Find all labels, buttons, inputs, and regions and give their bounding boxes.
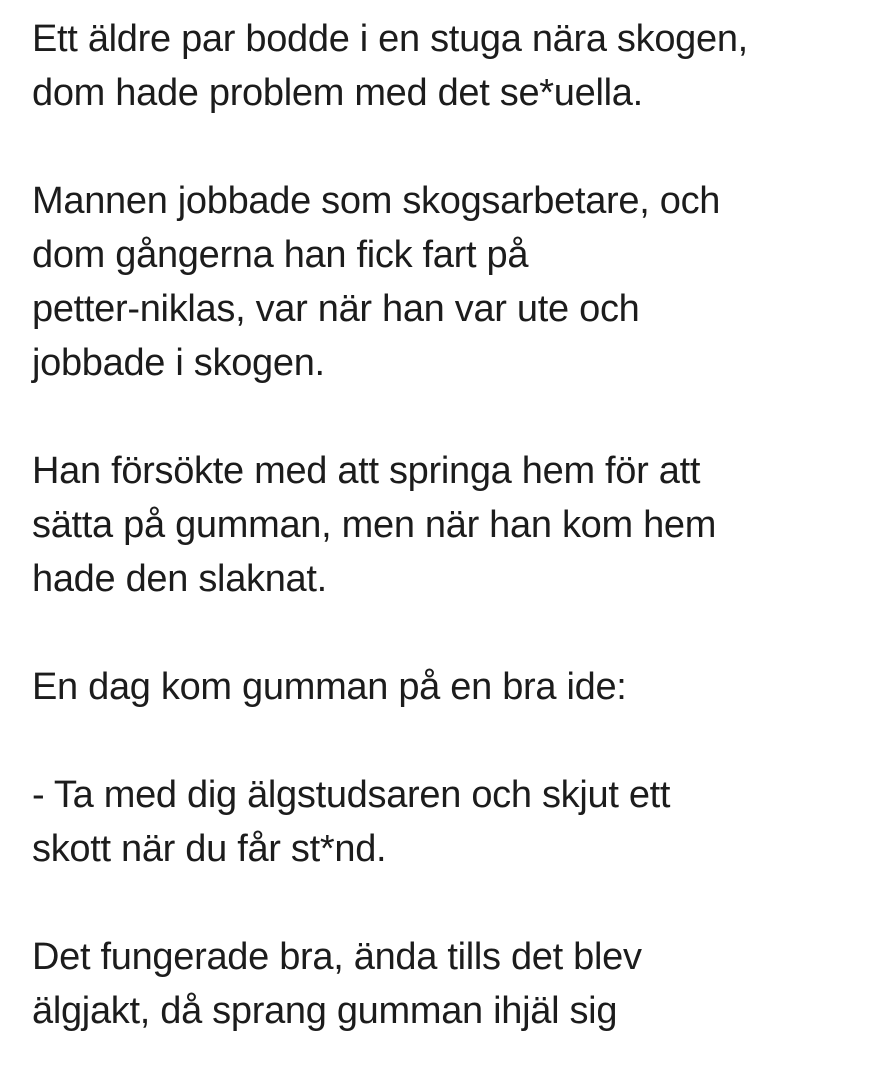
paragraph-6 [32, 930, 862, 1038]
text-line: Mannen jobbade som skogsarbetare, och [32, 180, 721, 222]
text-line: dom hade problem med det se*uella. [32, 72, 643, 114]
text-line: dom gångerna han fick fart på [32, 234, 529, 276]
text-line: petter-niklas, var när han var ute och [32, 288, 640, 330]
post-text-body [32, 12, 862, 1092]
text-line: skott när du får st*nd. [32, 828, 387, 870]
paragraph-3 [32, 444, 862, 606]
text-line: sätta på gumman, men när han kom hem [32, 504, 717, 546]
text-line: En dag kom gumman på en bra ide: [32, 666, 627, 708]
text-line: Ett äldre par bodde i en stuga nära skogen, [32, 18, 748, 60]
text-line: - Ta med dig älgstudsaren och skjut ett [32, 774, 671, 816]
paragraph-2 [32, 174, 862, 390]
paragraph-5 [32, 768, 862, 876]
text-line: Han försökte med att springa hem för att [32, 450, 701, 492]
text-line: Det fungerade bra, ända tills det blev [32, 936, 642, 978]
text-line: älgjakt, då sprang gumman ihjäl sig [32, 990, 618, 1032]
text-line: jobbade i skogen. [32, 342, 325, 384]
text-line: hade den slaknat. [32, 558, 327, 600]
paragraph-1 [32, 12, 862, 120]
paragraph-4 [32, 660, 862, 714]
